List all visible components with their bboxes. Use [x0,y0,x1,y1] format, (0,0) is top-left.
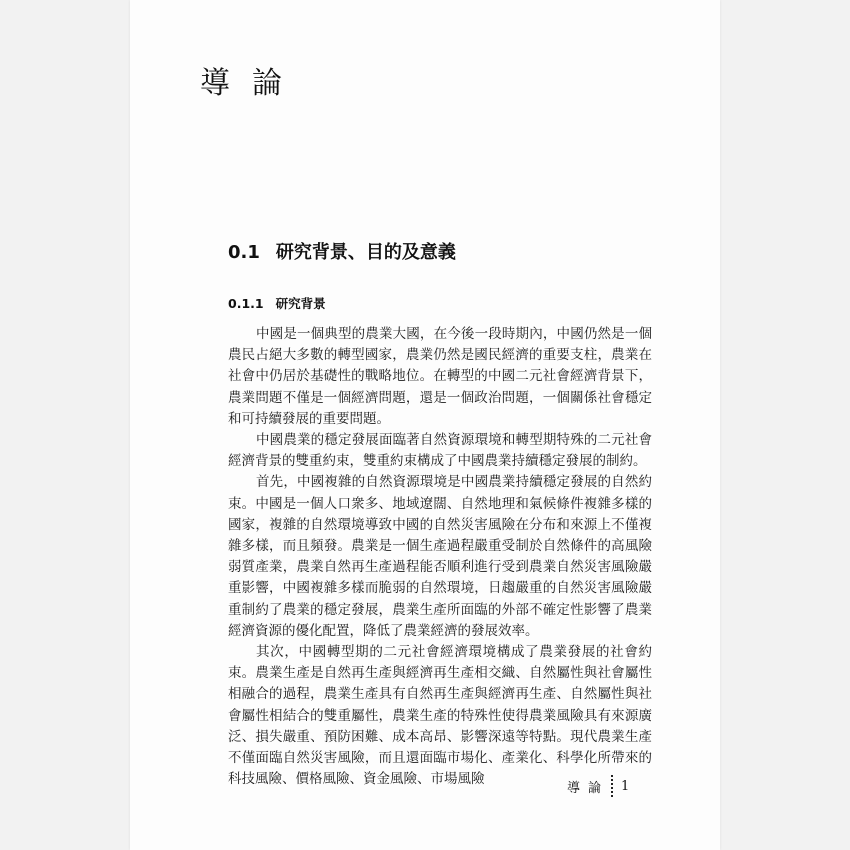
paragraph: 中國農業的穩定發展面臨著自然資源環境和轉型期特殊的二元社會經濟背景的雙重約束，雙重約束構成了中國農業持續穩定發展的制約。 [228,432,652,470]
subsection-title: 研究背景 [275,296,326,311]
section-title: 研究背景、目的及意義 [275,242,456,263]
chapter-title: 導論 [200,66,304,102]
book-page [130,0,720,850]
paragraph: 首先，中國複雜的自然資源環境是中國農業持續穩定發展的自然約束。中國是一個人口衆多、地域遼闊、自然地理和氣候條件複雜多樣的國家，複雜的自然環境導致中國的自然災害風險在分布和來源上不僅複雜多樣，而且頻發。農業是一個生產過程嚴重受制於自然條件的高風險弱質產業，農業自然再生產過程能否順利進行受到農業自然災害風險嚴重影響，中國複雜多樣而脆弱的自然環境，日趨嚴重的自然災害風險嚴重制約了農業的穩定發展，農業生產所面臨的外部不確定性影響了農業經濟資源的優化配置，降低了農業經濟的發展效率。 [228,474,652,639]
paragraph: 中國是一個典型的農業大國，在今後一段時期內，中國仍然是一個農民占絕大多數的轉型國家，農業仍然是國民經濟的重要支柱，農業在社會中仍居於基礎性的戰略地位。在轉型的中國二元社會經濟背景下，農業問題不僅是一個經濟問題，還是一個政治問題，一個關係社會穩定和可持續發展的重要問題。 [228,326,652,427]
section-heading [228,238,456,264]
page-footer [567,775,629,797]
page-number: 1 [621,778,630,794]
body-text [228,324,652,790]
footer-divider [611,775,613,797]
section-number: 0.1 [228,242,260,263]
subsection-heading [228,294,326,312]
paragraph: 其次，中國轉型期的二元社會經濟環境構成了農業發展的社會約束。農業生產是自然再生產與經濟再生產相交織、自然屬性與社會屬性相融合的過程，農業生產具有自然再生產與經濟再生產、自然屬性與社會屬性相結合的雙重屬性，農業生產的特殊性使得農業風險具有來源廣泛、損失嚴重、預防困難、成本高昂、影響深遠等特點。現代農業生產不僅面臨自然災害風險，而且還面臨市場化、產業化、科學化所帶來的科技風險、價格風險、資金風險、市場風險 [228,644,652,788]
running-head: 導論 [567,780,610,796]
subsection-number: 0.1.1 [228,296,264,311]
